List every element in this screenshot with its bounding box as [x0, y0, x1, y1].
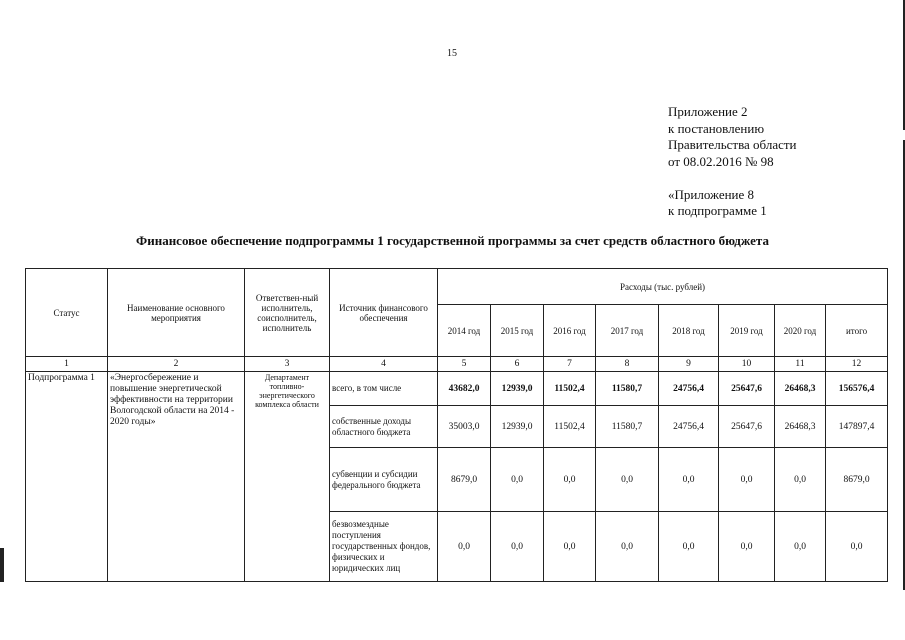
- appendix-line: Приложение 2: [668, 104, 748, 119]
- value-cell: 8679,0: [438, 448, 491, 512]
- value-cell: 24756,4: [659, 372, 719, 406]
- value-cell: 0,0: [775, 512, 826, 582]
- value-cell: 0,0: [491, 512, 544, 582]
- value-cell: 0,0: [659, 448, 719, 512]
- source-cell: собственные доходы областного бюджета: [330, 406, 438, 448]
- responsible-cell: Департамент топливно-энергетического комплекса области: [245, 372, 330, 582]
- source-cell: субвенции и субсидии федерального бюджета: [330, 448, 438, 512]
- col-number: 1: [26, 357, 108, 372]
- status-cell: Подпрограмма 1: [26, 372, 108, 582]
- header-status: Статус: [26, 269, 108, 357]
- appendix-line: от 08.02.2016 № 98: [668, 153, 774, 169]
- value-cell: 11580,7: [596, 372, 659, 406]
- col-number: 10: [719, 357, 775, 372]
- appendix-line: Правительства области: [668, 137, 797, 152]
- col-number: 5: [438, 357, 491, 372]
- table-row: [26, 372, 888, 406]
- appendix-line: к постановлению: [668, 120, 765, 136]
- header-measure: Наименование основного мероприятия: [108, 269, 245, 357]
- value-cell: 147897,4: [826, 406, 888, 448]
- header-year: 2018 год: [659, 305, 719, 357]
- measure-cell: «Энергосбережение и повышение энергетической эффективности на территории Вологодской области на 2014 - 2020 годы»: [108, 372, 245, 582]
- value-cell: 11580,7: [596, 406, 659, 448]
- col-number: 9: [659, 357, 719, 372]
- page-number: 15: [447, 48, 457, 59]
- value-cell: 35003,0: [438, 406, 491, 448]
- value-cell: 0,0: [544, 448, 596, 512]
- value-cell: 156576,4: [826, 372, 888, 406]
- value-cell: 43682,0: [438, 372, 491, 406]
- value-cell: 26468,3: [775, 406, 826, 448]
- appendix-line: к подпрограмме 1: [668, 203, 767, 218]
- source-cell: безвозмездные поступления государственных фондов, физических и юридических лиц: [330, 512, 438, 582]
- header-responsible: Ответствен-ный исполнитель, соисполнитель, исполнитель: [245, 269, 330, 357]
- header-total: итого: [826, 305, 888, 357]
- col-number: 12: [826, 357, 888, 372]
- header-year: 2016 год: [544, 305, 596, 357]
- scan-mark: [0, 548, 4, 582]
- header-year: 2019 год: [719, 305, 775, 357]
- col-number: 2: [108, 357, 245, 372]
- value-cell: 11502,4: [544, 372, 596, 406]
- col-number: 7: [544, 357, 596, 372]
- value-cell: 0,0: [544, 512, 596, 582]
- col-number: 6: [491, 357, 544, 372]
- header-year: 2017 год: [596, 305, 659, 357]
- header-year: 2014 год: [438, 305, 491, 357]
- value-cell: 11502,4: [544, 406, 596, 448]
- appendix-line: [668, 170, 797, 187]
- value-cell: 0,0: [596, 512, 659, 582]
- value-cell: 8679,0: [826, 448, 888, 512]
- col-number: 4: [330, 357, 438, 372]
- source-cell: всего, в том числе: [330, 372, 438, 406]
- financing-table: [25, 268, 888, 582]
- col-number: 8: [596, 357, 659, 372]
- header-year: 2015 год: [491, 305, 544, 357]
- value-cell: 24756,4: [659, 406, 719, 448]
- value-cell: 12939,0: [491, 406, 544, 448]
- value-cell: 0,0: [719, 448, 775, 512]
- value-cell: 0,0: [775, 448, 826, 512]
- header-year: 2020 год: [775, 305, 826, 357]
- value-cell: 0,0: [659, 512, 719, 582]
- appendix-block: [668, 104, 797, 220]
- col-number: 11: [775, 357, 826, 372]
- value-cell: 0,0: [596, 448, 659, 512]
- appendix-line: «Приложение 8: [668, 186, 755, 202]
- value-cell: 25647,6: [719, 406, 775, 448]
- header-source: Источник финансового обеспечения: [330, 269, 438, 357]
- value-cell: 0,0: [719, 512, 775, 582]
- page-title: Финансовое обеспечение подпрограммы 1 государственной программы за счет средств областного бюджета: [136, 233, 769, 248]
- value-cell: 0,0: [491, 448, 544, 512]
- col-number: 3: [245, 357, 330, 372]
- value-cell: 0,0: [438, 512, 491, 582]
- value-cell: 12939,0: [491, 372, 544, 406]
- header-expenses: Расходы (тыс. рублей): [438, 269, 888, 305]
- value-cell: 0,0: [826, 512, 888, 582]
- value-cell: 25647,6: [719, 372, 775, 406]
- value-cell: 26468,3: [775, 372, 826, 406]
